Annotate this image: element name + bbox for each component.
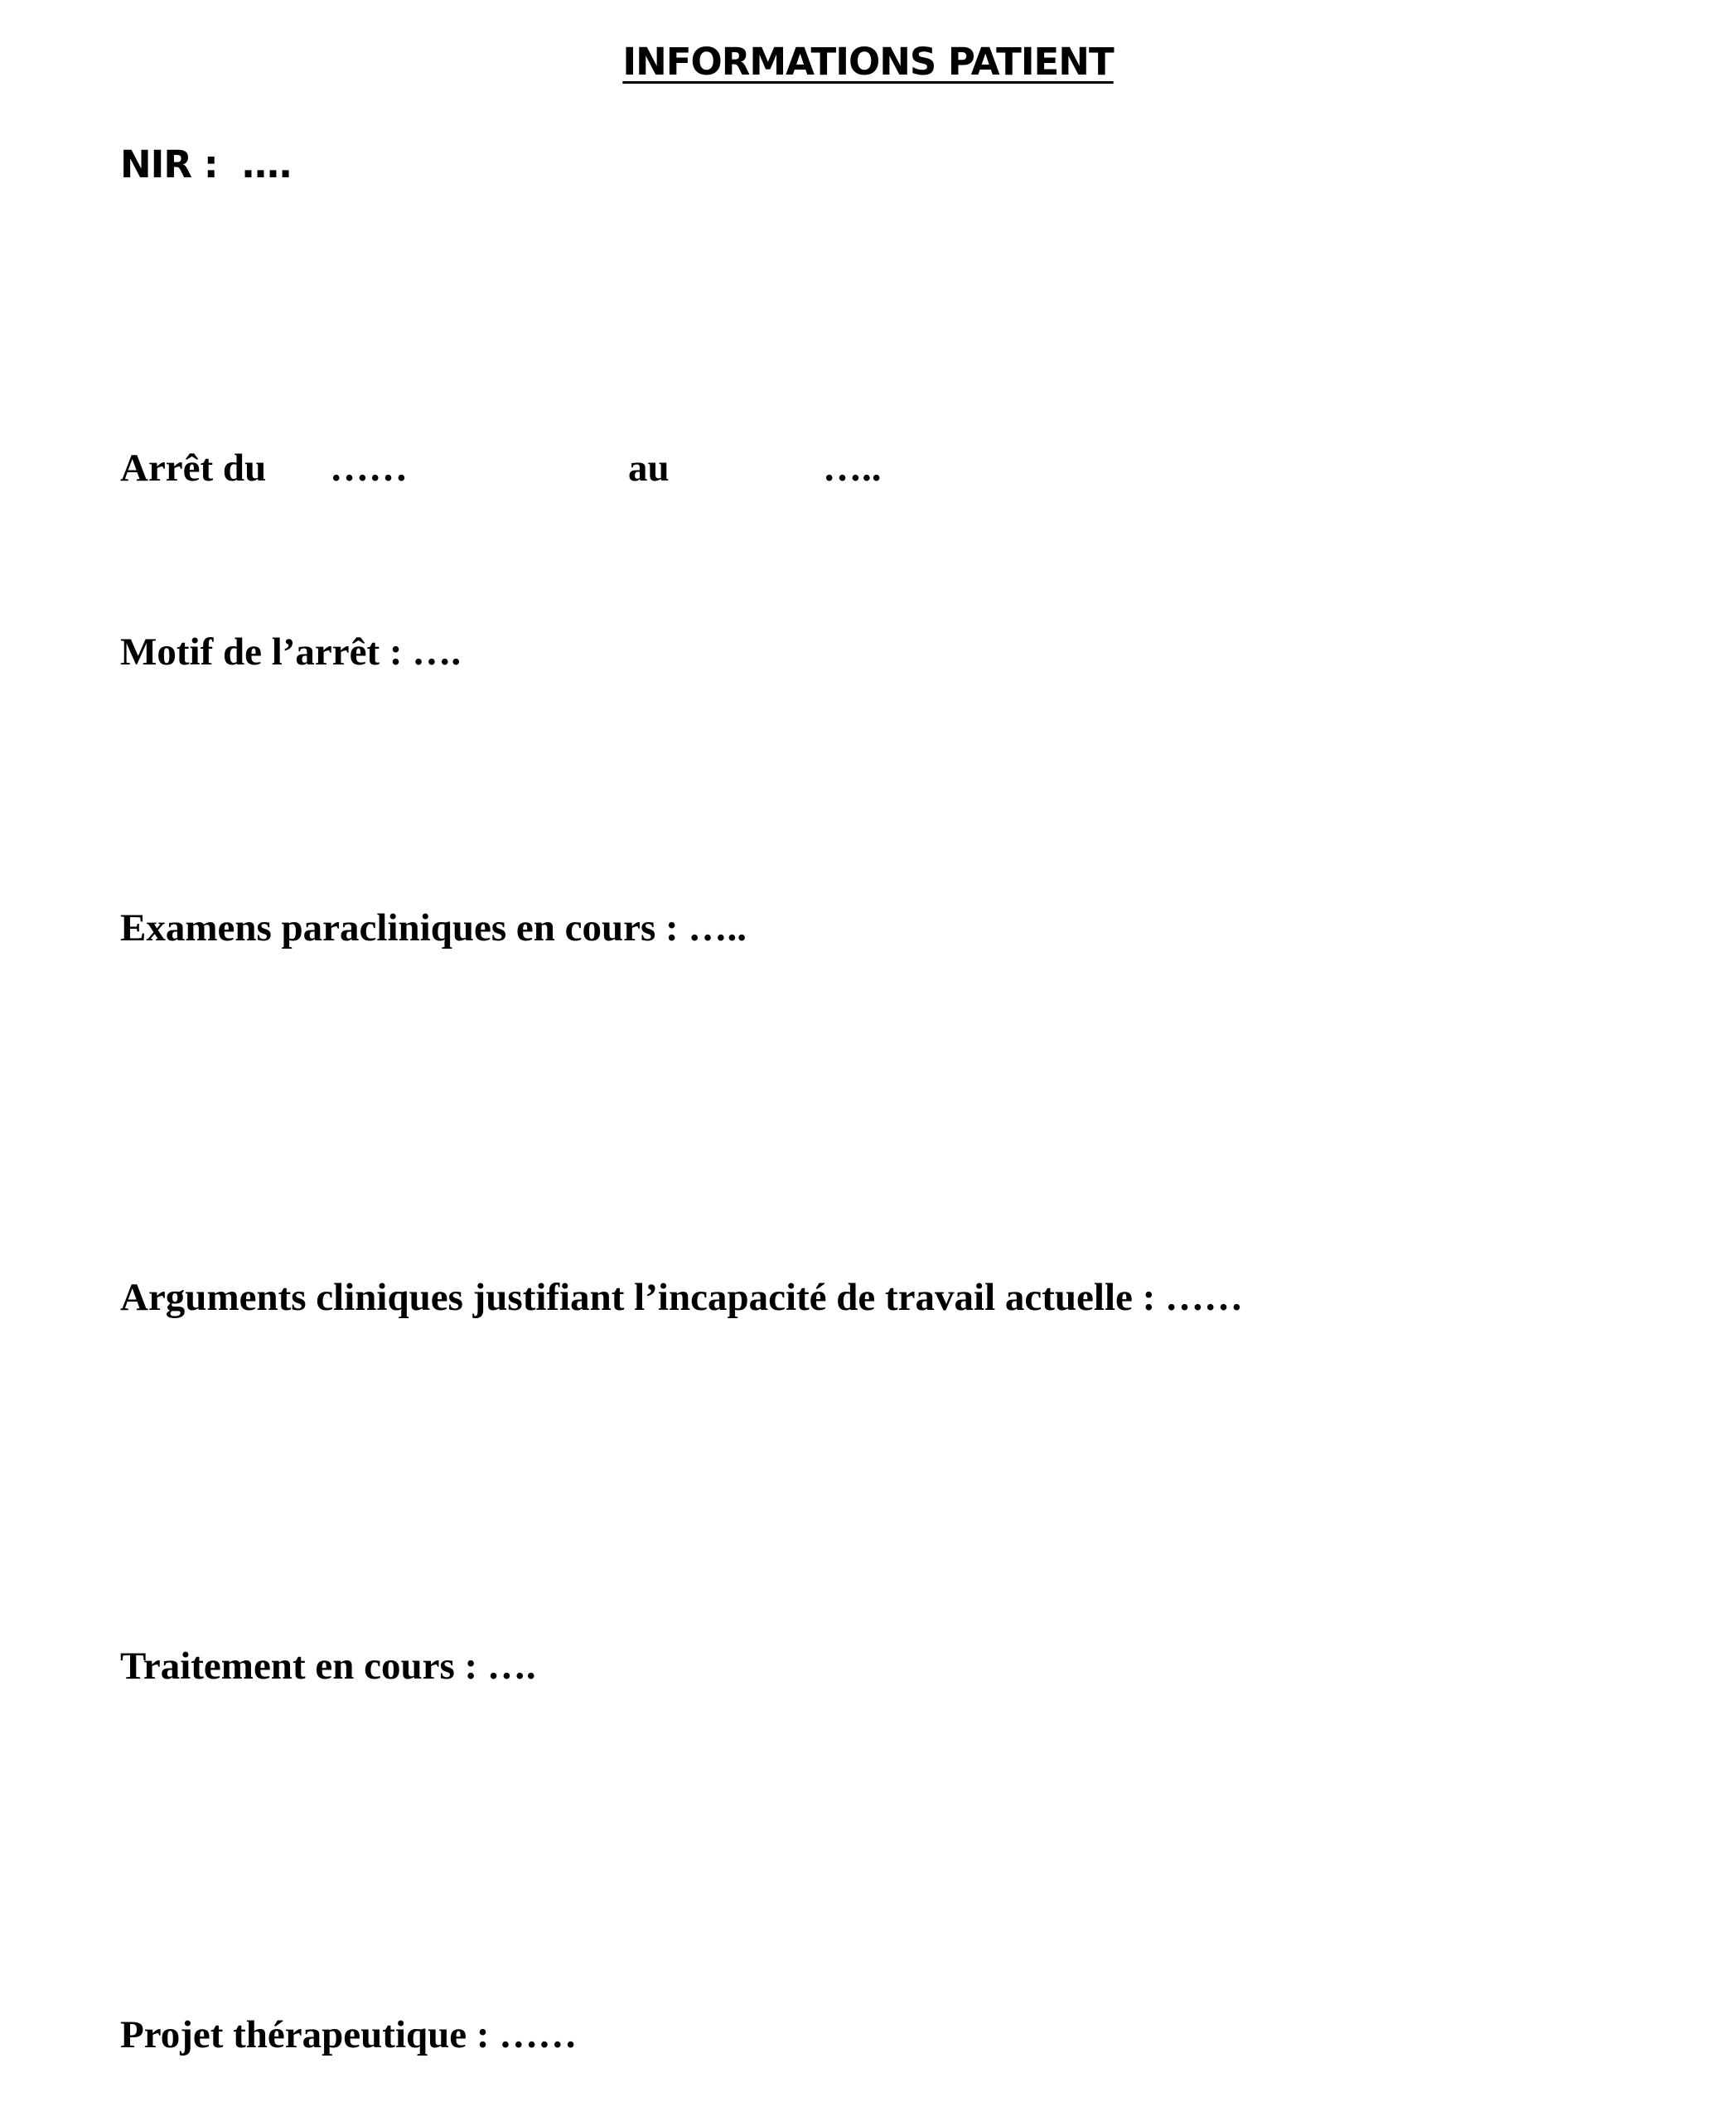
motif-field: Motif de l’arrêt : …. [120, 631, 462, 674]
arguments-field: Arguments cliniques justifiant l’incapacité de travail actuelle : …… [120, 1276, 1244, 1319]
arret-to-label: au [628, 447, 670, 490]
page-title [0, 40, 1736, 85]
arret-from-label: Arrêt du [120, 447, 267, 490]
projet-field: Projet thérapeutique : …… [120, 2013, 578, 2056]
arret-to-value: ….. [823, 447, 882, 490]
page-title-text: INFORMATIONS PATIENT [622, 40, 1114, 84]
examens-field: Examens paracliniques en cours : ….. [120, 906, 747, 949]
arret-from-value: …… [330, 447, 408, 490]
nir-field: NIR : …. [120, 143, 293, 186]
traitement-field: Traitement en cours : …. [120, 1645, 536, 1688]
